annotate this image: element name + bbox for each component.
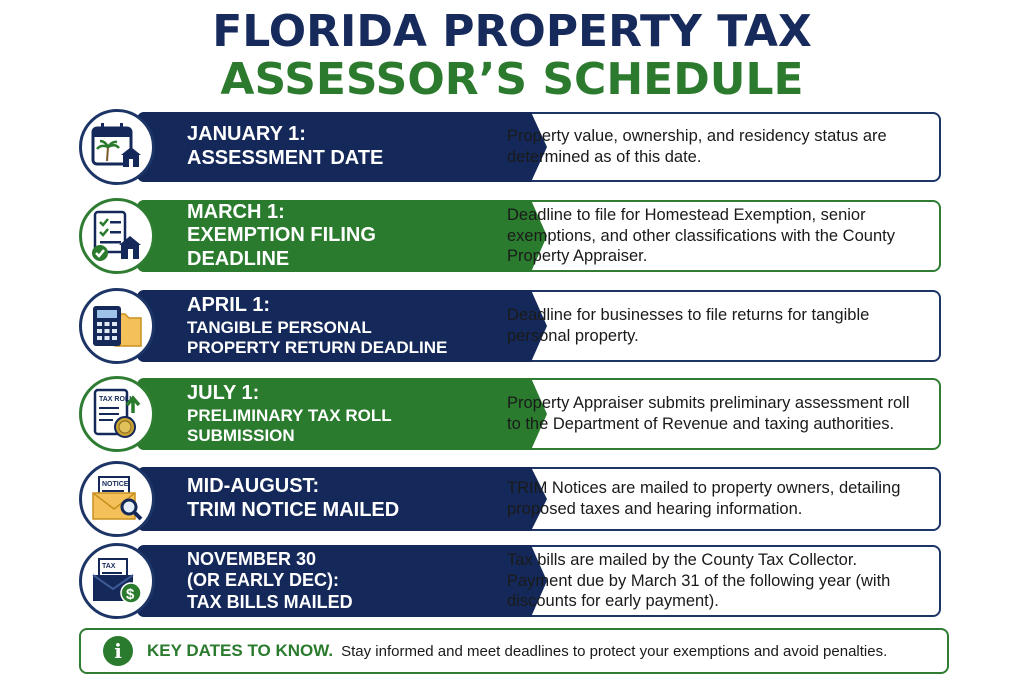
schedule-description: Tax bills are mailed by the County Tax Collector. Payment due by March 31 of the following year (with discounts for early payment). bbox=[507, 550, 891, 611]
schedule-row-july bbox=[79, 378, 941, 450]
schedule-row-november bbox=[79, 545, 941, 617]
schedule-event: EXEMPTION FILING DEADLINE bbox=[187, 224, 376, 270]
icon-text: TAX bbox=[102, 563, 116, 570]
schedule-date: APRIL 1: bbox=[187, 294, 270, 317]
svg-text:$: $ bbox=[126, 586, 135, 603]
schedule-label bbox=[187, 290, 477, 362]
schedule-row-mid-august bbox=[79, 467, 941, 531]
tax-roll-document-icon bbox=[79, 376, 155, 452]
schedule-event: TRIM NOTICE MAILED bbox=[187, 499, 400, 521]
schedule-event-line-2: PROPERTY RETURN DEADLINE bbox=[187, 337, 448, 357]
schedule-event: TAX BILLS MAILED bbox=[187, 591, 353, 612]
schedule-description: TRIM Notices are mailed to property owners, detailing proposed taxes and hearing information. bbox=[507, 479, 901, 518]
icon-text: NOTICE bbox=[102, 481, 129, 488]
checklist-house-icon bbox=[79, 198, 155, 274]
schedule-label bbox=[187, 545, 477, 617]
tax-envelope-dollar-icon bbox=[79, 543, 155, 619]
title-line-2: ASSESSOR’S SCHEDULE bbox=[220, 54, 804, 105]
schedule-date-line-2: (OR EARLY DEC): bbox=[187, 570, 340, 591]
schedule-date: MID-AUGUST: bbox=[187, 475, 320, 498]
schedule-row-april bbox=[79, 290, 941, 362]
schedule-row-march bbox=[79, 200, 941, 272]
schedule-description: Deadline to file for Homestead Exemption, senior exemptions, and other classifications with the County Property Appraiser. bbox=[507, 205, 895, 266]
schedule-event: PRELIMINARY TAX ROLL SUBMISSION bbox=[187, 405, 392, 445]
schedule-row-january bbox=[79, 112, 941, 182]
schedule-event-line-1: TANGIBLE PERSONAL bbox=[187, 317, 372, 337]
calendar-palm-house-icon bbox=[79, 109, 155, 185]
schedule-label bbox=[187, 112, 477, 182]
schedule-description: Property Appraiser submits preliminary assessment roll to the Department of Revenue and taxing authorities. bbox=[507, 394, 910, 433]
schedule-label bbox=[187, 200, 477, 272]
schedule-date: MARCH 1: bbox=[187, 200, 285, 223]
info-icon: i bbox=[103, 636, 133, 666]
calculator-folder-icon bbox=[79, 288, 155, 364]
title-line-1: FLORIDA PROPERTY TAX bbox=[212, 6, 812, 57]
icon-text: TAX ROLL bbox=[99, 396, 134, 403]
schedule-label bbox=[187, 467, 477, 531]
notice-envelope-magnifier-icon bbox=[79, 461, 155, 537]
schedule-date: JULY 1: bbox=[187, 382, 260, 405]
schedule-event: ASSESSMENT DATE bbox=[187, 147, 384, 169]
key-dates-footer bbox=[79, 628, 949, 674]
schedule-description: Deadline for businesses to file returns for tangible personal property. bbox=[507, 306, 870, 345]
schedule-date: JANUARY 1: bbox=[187, 123, 306, 146]
footer-heading: KEY DATES TO KNOW. bbox=[147, 641, 334, 660]
schedule-description: Property value, ownership, and residency status are determined as of this date. bbox=[507, 127, 887, 166]
schedule-date: NOVEMBER 30 bbox=[187, 549, 317, 570]
footer-text: Stay informed and meet deadlines to protect your exemptions and avoid penalties. bbox=[341, 642, 888, 660]
schedule-label bbox=[187, 378, 477, 450]
